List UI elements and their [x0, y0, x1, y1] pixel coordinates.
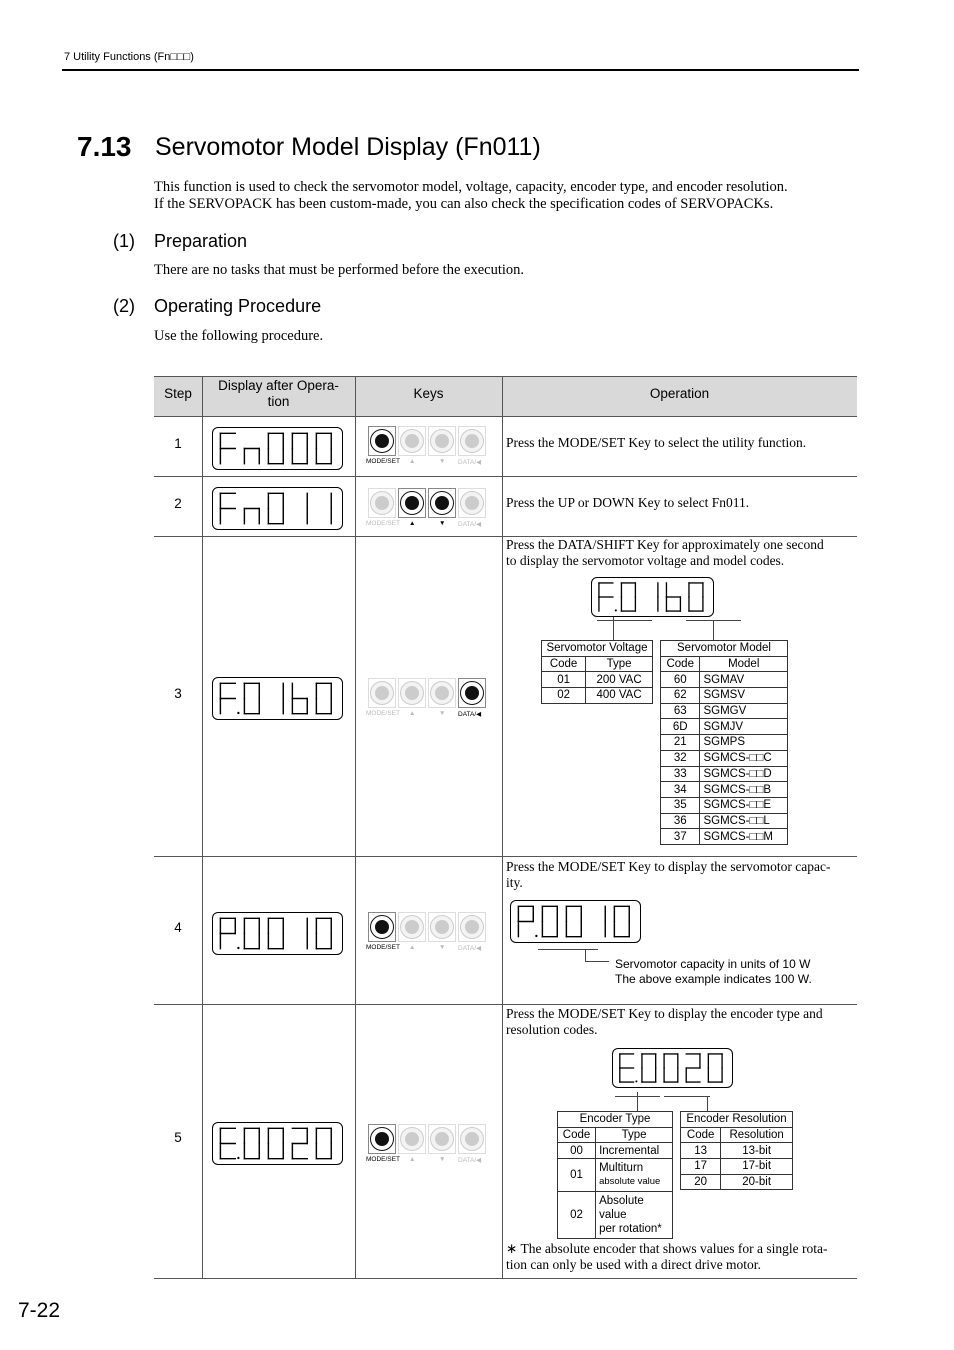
seven-segment-digit — [292, 1128, 307, 1158]
table-row: 36 SGMCS-□□L — [661, 813, 788, 829]
up-key-button[interactable] — [398, 488, 426, 518]
intro-line-2: If the SERVOPACK has been custom-made, you can also check the specification codes of SERVOPACKs. — [154, 196, 774, 212]
table-row: 21 SGMPS — [661, 735, 788, 751]
col-resolution: Resolution — [721, 1127, 793, 1143]
model-table-title: Servomotor Model — [661, 641, 788, 657]
operator-keys — [366, 676, 491, 722]
col-type: Type — [596, 1127, 673, 1143]
procedure-title: Operating Procedure — [154, 296, 322, 316]
down-key-label: ▼ — [439, 520, 446, 527]
seven-segment-digit — [542, 906, 557, 936]
table-row: 01 Multiturn absolute value — [558, 1159, 673, 1192]
header-display-1: Display after Opera- — [218, 378, 339, 393]
footnote-mark: ∗ — [506, 1241, 518, 1256]
seven-segment-digit — [268, 918, 283, 948]
seven-segment-digit — [614, 906, 629, 936]
section-number: 7.13 — [77, 131, 132, 162]
seven-segment-digit — [244, 509, 259, 524]
seven-segment-digit — [220, 1128, 239, 1159]
step-number: 5 — [174, 1130, 182, 1145]
encoder-resolution-table — [680, 1111, 793, 1190]
up-key-label: ▲ — [409, 710, 416, 717]
header-operation: Operation — [649, 386, 710, 401]
mode-key-label: MODE/SET — [366, 520, 400, 527]
down-key-button[interactable] — [428, 912, 456, 942]
encoder-res-title: Encoder Resolution — [681, 1112, 793, 1128]
lcd-display — [212, 1122, 343, 1165]
footnote — [506, 1241, 851, 1273]
encoder-type-title: Encoder Type — [558, 1112, 673, 1128]
seven-segment-digit — [244, 683, 259, 713]
seven-segment-digit — [316, 433, 331, 463]
up-key-button[interactable] — [398, 426, 426, 456]
voltage-table-title: Servomotor Voltage — [542, 641, 653, 657]
header-display-2: tion — [267, 394, 290, 409]
encoder-type-bracket — [615, 1096, 660, 1097]
step-number: 2 — [174, 496, 182, 511]
lcd-display — [212, 912, 343, 955]
table-row: 63 SGMGV — [661, 703, 788, 719]
table-row: 02 Absolute value per rotation* — [558, 1192, 673, 1239]
table-row: 34 SGMCS-□□B — [661, 782, 788, 798]
encoder-res-bracket — [664, 1096, 710, 1097]
data-key-label: DATA/◀ — [458, 945, 482, 952]
seven-segment-digit — [292, 433, 307, 463]
col-model: Model — [700, 656, 788, 672]
intro-line-1: This function is used to check the servomotor model, voltage, capacity, encoder type, and encoder resolution. — [154, 179, 788, 195]
seven-segment-digit — [220, 918, 239, 949]
table-row: 6D SGMJV — [661, 719, 788, 735]
encoder-type-bracket — [637, 1092, 638, 1112]
mode-key-button[interactable] — [368, 678, 396, 708]
data-key-label: DATA/◀ — [458, 521, 482, 528]
step-number: 3 — [174, 686, 182, 701]
col-type: Type — [586, 656, 653, 672]
operator-keys — [366, 424, 491, 470]
table-row: 35 SGMCS-□□E — [661, 797, 788, 813]
lcd-display — [212, 427, 343, 470]
seven-segment-digit — [566, 906, 581, 936]
mode-key-label: MODE/SET — [366, 458, 400, 465]
data-key-label: DATA/◀ — [458, 459, 482, 466]
seven-segment-digit — [268, 493, 283, 523]
down-key-button[interactable] — [428, 488, 456, 518]
operation-text: to display the servomotor voltage and model codes. — [506, 553, 785, 568]
preparation-title: Preparation — [154, 231, 248, 251]
down-key-label: ▼ — [439, 1156, 446, 1163]
header-rule — [62, 69, 859, 71]
preparation-number: (1) — [113, 231, 135, 251]
up-key-button[interactable] — [398, 678, 426, 708]
operation-text: Press the MODE/SET Key to display the encoder type and — [506, 1006, 823, 1021]
lcd-display-large — [612, 1048, 733, 1088]
seven-segment-digit — [244, 449, 259, 464]
table-row: 17 17-bit — [681, 1159, 793, 1175]
data-key-button[interactable] — [458, 678, 486, 708]
lcd-display — [212, 677, 343, 720]
seven-segment-digit — [220, 433, 235, 463]
seven-segment-digit — [621, 583, 635, 611]
procedure-number: (2) — [113, 296, 135, 316]
down-key-button[interactable] — [428, 426, 456, 456]
seven-segment-digit — [686, 1054, 700, 1082]
voltage-table — [541, 640, 653, 704]
seven-segment-digit — [666, 583, 680, 611]
data-key-button[interactable] — [458, 488, 486, 518]
capacity-callout-line — [585, 950, 609, 962]
seven-segment-digit — [708, 1054, 722, 1082]
data-key-button[interactable] — [458, 912, 486, 942]
seven-segment-digit — [268, 1128, 283, 1158]
encoder-type-table — [557, 1111, 673, 1239]
operation-text: Press the UP or DOWN Key to select Fn011. — [506, 495, 750, 510]
operation-text: ity. — [506, 875, 523, 890]
mode-key-button[interactable] — [368, 912, 396, 942]
down-key-button[interactable] — [428, 678, 456, 708]
down-key-label: ▼ — [439, 458, 446, 465]
model-table — [660, 640, 788, 845]
seven-segment-digit — [689, 583, 703, 611]
table-row: 13 13-bit — [681, 1143, 793, 1159]
table-row: 00 Incremental — [558, 1143, 673, 1159]
step-number: 1 — [174, 436, 182, 451]
header-keys: Keys — [413, 386, 444, 401]
data-key-button[interactable] — [458, 1124, 486, 1154]
col-code: Code — [558, 1127, 596, 1143]
mode-key-label: MODE/SET — [366, 944, 400, 951]
lcd-display — [212, 487, 343, 530]
mode-key-button[interactable] — [368, 1124, 396, 1154]
table-row: 20 20-bit — [681, 1174, 793, 1190]
up-key-label: ▲ — [409, 458, 416, 465]
seven-segment-digit — [316, 918, 331, 948]
table-row: 33 SGMCS-□□D — [661, 766, 788, 782]
operation-text: resolution codes. — [506, 1022, 598, 1037]
mode-key-label: MODE/SET — [366, 710, 400, 717]
operator-keys — [366, 1122, 491, 1168]
seven-segment-digit — [292, 683, 307, 713]
lcd-display-large — [591, 577, 714, 617]
table-row: 02 400 VAC — [542, 688, 653, 704]
seven-segment-digit — [244, 1128, 259, 1158]
seven-segment-digit — [268, 433, 283, 463]
seven-segment-digit — [220, 683, 239, 714]
running-head: 7 Utility Functions (Fn□□□) — [64, 51, 194, 63]
seven-segment-digit — [244, 918, 259, 948]
table-row: 37 SGMCS-□□M — [661, 829, 788, 845]
up-key-button[interactable] — [398, 912, 426, 942]
data-key-button[interactable] — [458, 426, 486, 456]
operation-text: Press the MODE/SET Key to display the servomotor capac- — [506, 859, 831, 874]
up-key-label: ▲ — [409, 520, 416, 527]
operator-keys — [366, 486, 491, 532]
preparation-text: There are no tasks that must be performed before the execution. — [154, 262, 525, 278]
section-title: Servomotor Model Display (Fn011) — [155, 133, 541, 161]
page-number: 7-22 — [18, 1299, 61, 1322]
down-key-label: ▼ — [439, 944, 446, 951]
operation-text: Press the MODE/SET Key to select the utility function. — [506, 435, 807, 450]
table-row: 32 SGMCS-□□C — [661, 750, 788, 766]
capacity-note-2: The above example indicates 100 W. — [615, 972, 812, 986]
col-code: Code — [542, 656, 586, 672]
mode-key-button[interactable] — [368, 488, 396, 518]
encoder-res-bracket — [707, 1096, 708, 1112]
col-code: Code — [681, 1127, 721, 1143]
seven-segment-digit — [664, 1054, 678, 1082]
procedure-text: Use the following procedure. — [154, 328, 324, 344]
lcd-display-large — [510, 900, 641, 943]
seven-segment-digit — [316, 1128, 331, 1158]
step-number: 4 — [174, 920, 182, 935]
seven-segment-digit — [220, 493, 235, 523]
voltage-bracket — [597, 620, 652, 621]
footnote-text: The absolute encoder that shows values for a single rota- tion can only be used with a direct drive motor. — [506, 1241, 828, 1272]
seven-segment-digit — [316, 683, 331, 713]
data-key-label: DATA/◀ — [458, 1157, 482, 1164]
operation-text: Press the DATA/SHIFT Key for approximately one second — [506, 537, 824, 552]
mode-key-label: MODE/SET — [366, 1156, 400, 1163]
operator-keys — [366, 910, 491, 956]
seven-segment-digit — [620, 1054, 638, 1083]
up-key-label: ▲ — [409, 1156, 416, 1163]
table-row: 60 SGMAV — [661, 672, 788, 688]
seven-segment-digit — [518, 906, 537, 937]
table-row: 62 SGMSV — [661, 688, 788, 704]
up-key-label: ▲ — [409, 944, 416, 951]
mode-key-button[interactable] — [368, 426, 396, 456]
table-row: 01 200 VAC — [542, 672, 653, 688]
seven-segment-digit — [599, 583, 617, 612]
col-code: Code — [661, 656, 700, 672]
down-key-button[interactable] — [428, 1124, 456, 1154]
down-key-label: ▼ — [439, 710, 446, 717]
seven-segment-digit — [642, 1054, 656, 1082]
model-bracket — [713, 620, 714, 641]
header-step: Step — [164, 386, 192, 401]
up-key-button[interactable] — [398, 1124, 426, 1154]
data-key-label: DATA/◀ — [458, 711, 482, 718]
capacity-note-1: Servomotor capacity in units of 10 W — [615, 957, 811, 971]
